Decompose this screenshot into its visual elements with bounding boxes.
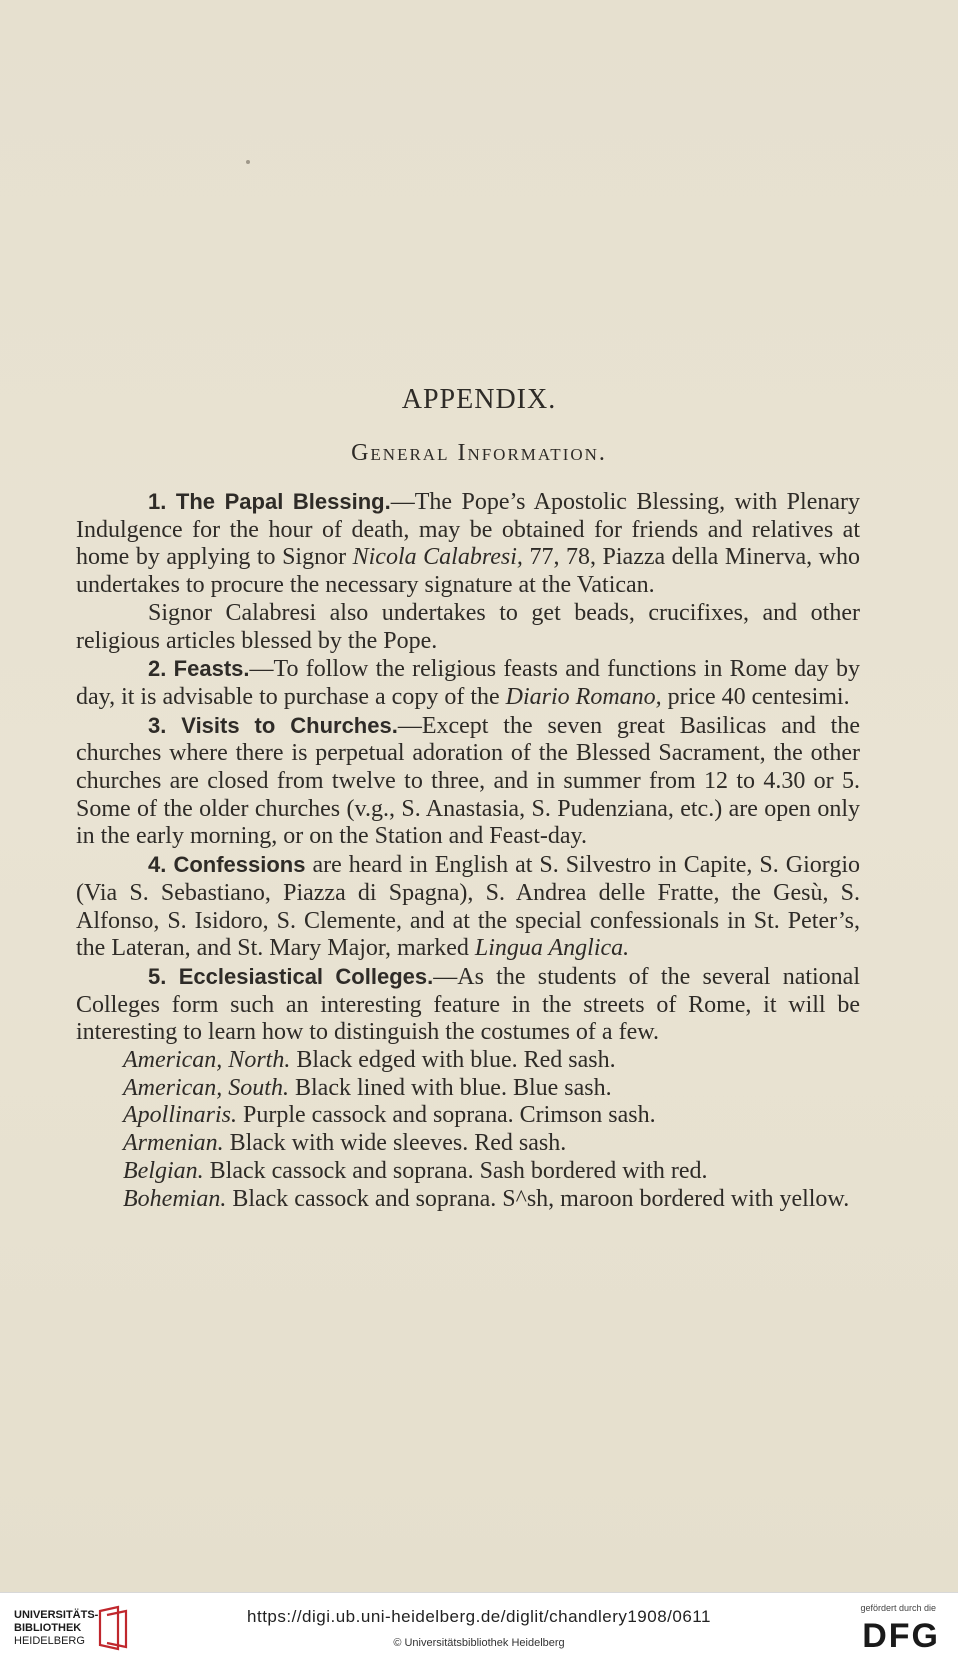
funding-caption: gefördert durch die	[860, 1603, 936, 1613]
copyright-notice: © Universitätsbibliothek Heidelberg	[393, 1637, 565, 1649]
viewer-footer	[0, 1592, 958, 1661]
costume-american-south: American, South. Black lined with blue. Blue sash.	[123, 1074, 612, 1101]
paragraph-colleges: 5. Ecclesiastical Colleges.—As the students of the several national Colleges form such an interesting feature in the streets of Rome, it will be interesting to learn how to distinguish the costumes of a few.	[76, 963, 860, 1046]
costume-armenian: Armenian. Black with wide sleeves. Red sash.	[123, 1130, 567, 1157]
body-text	[76, 488, 860, 1213]
section-title: General Information.	[351, 440, 607, 466]
library-logo-text[interactable]: UNIVERSITÄTS- BIBLIOTHEK HEIDELBERG	[14, 1609, 99, 1647]
costume-belgian: Belgian. Black cassock and soprana. Sash bordered with red.	[123, 1157, 708, 1184]
paragraph-confessions: 4. Confessions are heard in English at S. Silvestro in Capite, S. Giorgio (Via S. Sebastiano, Piazza di Spagna), S. Andrea delle Fratte, the Gesù, S. Alfonso, S. Isidoro, S. Clemente, and at the special confessionals in St. Peter’s, the Lateran, and St. Mary Major, marked Lingua Anglica.	[76, 852, 860, 962]
dfg-logo[interactable]: DFG	[862, 1617, 940, 1655]
costume-apollinaris: Apollinaris. Purple cassock and soprana. Crimson sash.	[123, 1102, 656, 1129]
costume-bohemian: Bohemian. Black cassock and soprana. S^sh, maroon bordered with yellow.	[123, 1185, 850, 1212]
permalink-url[interactable]: https://digi.ub.uni-heidelberg.de/diglit/chandlery1908/0611	[247, 1607, 711, 1626]
costume-american-north: American, North. Black edged with blue. Red sash.	[123, 1047, 616, 1074]
paragraph-calabresi: Signor Calabresi also undertakes to get beads, crucifixes, and other religious articles blessed by the Pope.	[76, 599, 860, 654]
appendix-title: APPENDIX.	[401, 384, 557, 415]
paragraph-visits: 3. Visits to Churches.—Except the seven great Basilicas and the churches where there is perpetual adoration of the Blessed Sacrament, the other churches are closed from twelve to three, and in summer from 12 to 4.30 or 5. Some of the older churches (v.g., S. Anastasia, S. Pudenziana, etc.) are open only in the early morning, or on the Station and Feast-day.	[76, 712, 860, 850]
paragraph-feasts: 2. Feasts.—To follow the religious feasts and functions in Rome day by day, it is advisable to purchase a copy of the Diario Romano, price 40 centesimi.	[76, 656, 861, 710]
speck-mark	[246, 160, 250, 164]
paragraph-papal-blessing: 1. The Papal Blessing.—The Pope’s Apostolic Blessing, with Plenary Indulgence for the hour of death, may be obtained for friends and relatives at home by applying to Signor Nicola Calabresi, 77, 78, Piazza della Minerva, who undertakes to procure the necessary signature at the Vatican.	[76, 489, 861, 599]
